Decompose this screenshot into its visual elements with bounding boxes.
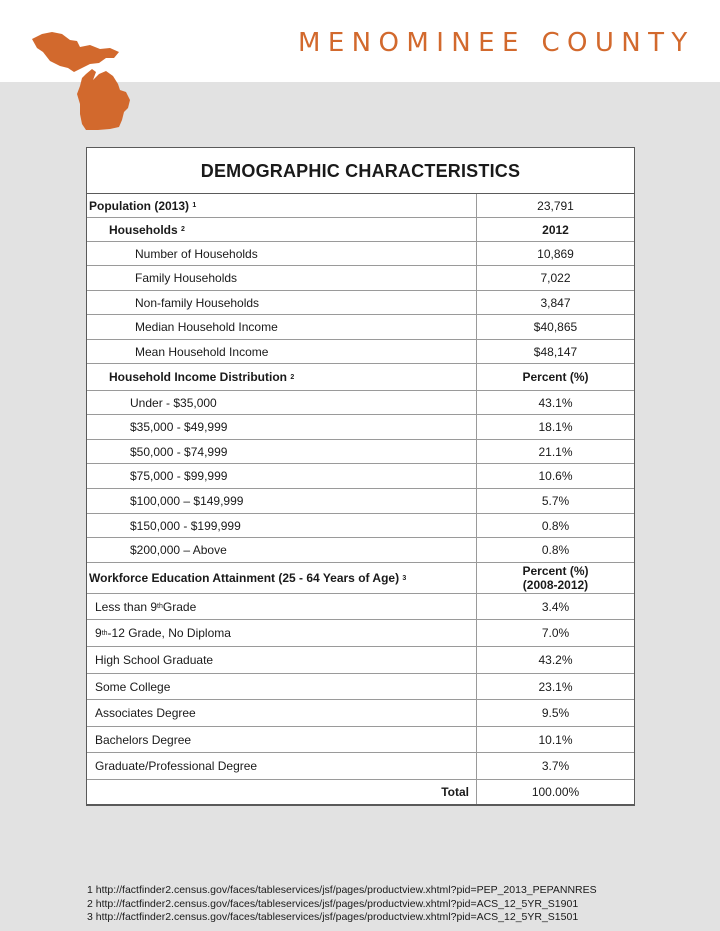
row-value: 43.1% [476,391,634,414]
row-value: 10,869 [476,242,634,265]
education-attainment-label: Workforce Education Attainment (25 - 64 Years of Age) [89,571,400,585]
row-label: $100,000 – $149,999 [130,494,244,508]
table-row-population [87,194,634,218]
footnote-1: 1 http://factfinder2.census.gov/faces/tableservices/jsf/pages/productview.xhtml?pid=PEP_2013_PEPANNRES [87,884,597,896]
row-value: 7,022 [476,266,634,290]
table-row [87,700,634,727]
table-row [87,415,634,440]
demographics-table [86,147,635,806]
year-range-label: (2008-2012) [522,578,589,592]
row-value: 5.7% [476,489,634,513]
row-label: Mean Household Income [135,344,269,359]
footnote-ref: 2 [181,226,185,233]
row-label: Bachelors Degree [95,732,192,747]
row-value: $48,147 [476,340,634,363]
michigan-state-silhouette-icon [30,30,136,132]
education-percent-header [476,563,634,593]
row-label: Graduate/Professional Degree [95,759,258,773]
row-label: Some College [95,679,171,694]
row-label: $200,000 – Above [130,543,227,557]
table-row [87,440,634,464]
table-row [87,291,634,315]
row-label: High School Graduate [95,653,214,667]
row-value: 23.1% [476,674,634,699]
table-row [87,489,634,514]
table-row [87,464,634,489]
row-label: Associates Degree [95,706,196,720]
footnote-ref: 2 [290,373,295,381]
row-value: 10.1% [476,727,634,752]
income-percent-header: Percent (%) [476,364,634,390]
row-value: 9.5% [476,700,634,726]
row-value: 18.1% [476,415,634,439]
footnote-2: 2 http://factfinder2.census.gov/faces/tableservices/jsf/pages/productview.xhtml?pid=ACS_12_5YR_S1901 [87,897,579,910]
population-value: 23,791 [476,194,634,217]
row-label: Median Household Income [135,320,278,334]
table-row [87,340,634,364]
row-label: Number of Households [135,246,258,261]
row-value: 0.8% [476,514,634,537]
table-row [87,594,634,620]
footnotes [87,884,597,925]
row-label: $35,000 - $49,999 [130,420,228,434]
table-row [87,620,634,647]
row-value: 7.0% [476,620,634,646]
row-label: $75,000 - $99,999 [130,469,228,483]
population-label: Population (2013) [89,198,190,213]
households-year: 2012 [476,218,634,241]
total-value: 100.00% [476,780,634,804]
row-value: 0.8% [476,538,634,562]
table-row-education-header [87,563,634,594]
table-row [87,242,634,266]
table-title: DEMOGRAPHIC CHARACTERISTICS [200,161,521,181]
row-label: 9 th -12 Grade, No Diploma [95,626,231,640]
percent-label: Percent (%) [522,564,589,578]
row-value: 10.6% [476,464,634,488]
row-value: 3.4% [476,594,634,619]
table-row [87,647,634,674]
footnote-ref: 3 [402,574,407,582]
row-label: Non-family Households [135,295,260,310]
row-label: Under - $35,000 [130,395,217,410]
table-title-row [87,148,634,194]
row-label: $50,000 - $74,999 [130,444,228,459]
table-row [87,266,634,291]
total-label: Total [441,785,469,799]
row-value: $40,865 [476,315,634,339]
county-title: MENOMINEE COUNTY [298,28,695,58]
table-row [87,315,634,340]
row-value: 3.7% [476,753,634,779]
table-row [87,674,634,700]
row-value: 21.1% [476,440,634,463]
table-row [87,727,634,753]
table-row [87,514,634,538]
row-label: $150,000 - $199,999 [130,518,241,533]
row-value: 43.2% [476,647,634,673]
table-row-total [87,780,634,804]
footnote-3: 3 http://factfinder2.census.gov/faces/tableservices/jsf/pages/productview.xhtml?pid=ACS_12_5YR_S1501 [87,911,579,924]
row-label: Family Households [135,271,238,285]
table-row [87,538,634,563]
table-row-households [87,218,634,242]
row-label: Less than 9 th Grade [95,599,197,614]
income-distribution-label: Household Income Distribution [109,370,288,384]
table-row [87,753,634,780]
row-value: 3,847 [476,291,634,314]
footnote-ref: 1 [192,202,197,209]
table-row-income-header [87,364,634,391]
households-label: Households [109,222,178,237]
table-row [87,391,634,415]
